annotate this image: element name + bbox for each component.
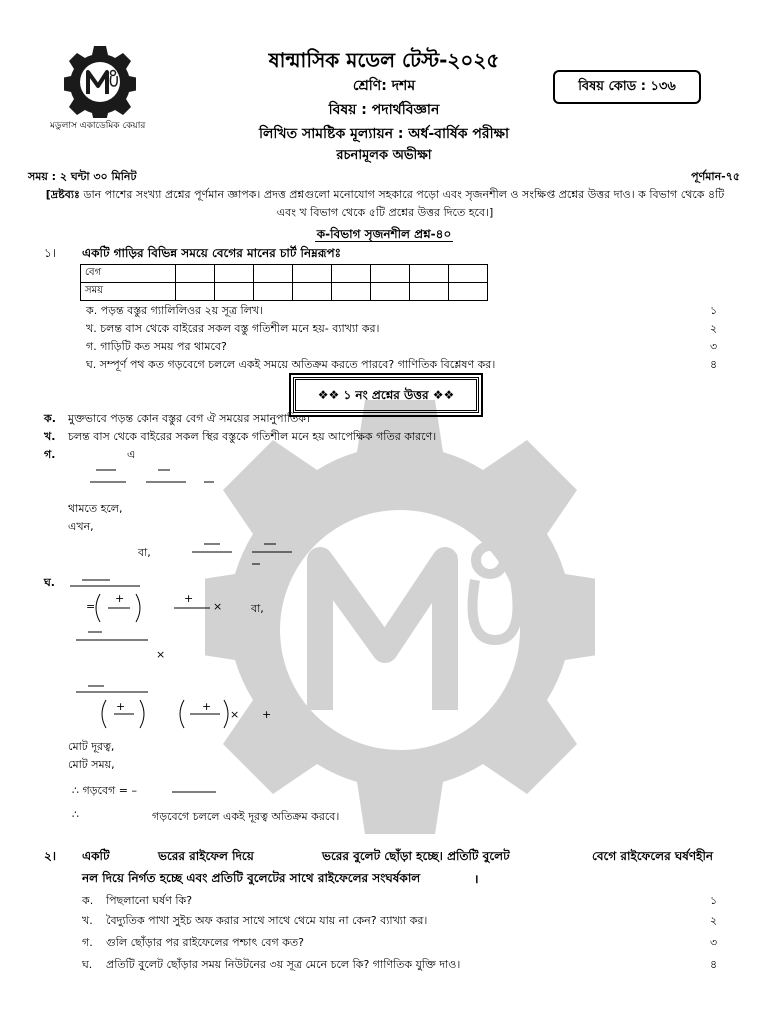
- q2-sub-gha-marks: ৪: [710, 958, 718, 971]
- gha-equals: =: [86, 600, 96, 613]
- gha-ba: বা,: [251, 602, 264, 615]
- logo-caption: মডুলাস একাডেমিক কেয়ার: [50, 121, 146, 131]
- watermark-gear-logo: [205, 400, 595, 860]
- instructions-label: দ্রষ্টব্যঃ: [50, 188, 80, 201]
- time-label: সময় : ২ ঘন্টা ৩০ মিনিট: [28, 170, 137, 183]
- gha-plus-1: +: [115, 592, 125, 605]
- q2-sub-gha: প্রতিটি বুলেট ছোঁড়ার সময় নিউটনের ৩য় সূত্র মেনে চলে কি? গাণিতিক যুক্তি দাও।: [106, 958, 461, 971]
- q1-stem: একটি গাড়ির বিভিন্ন সময়ে বেগের মানের চার্ট নিম্নরূপঃ: [82, 246, 342, 260]
- section-a-title: ক-বিভাগ সৃজনশীল প্রশ্ন-৪০: [316, 227, 452, 241]
- q2-stem-c: ভরের বুলেট ছোঁড়া হচ্ছে। প্রতিটি বুলেট: [322, 849, 510, 863]
- table-row: [81, 283, 488, 301]
- instructions-open-bracket: [: [45, 188, 51, 201]
- q2-stem-d: বেগে রাইফেলের ঘর্ষণহীন: [592, 849, 714, 863]
- avg-line: [172, 790, 222, 794]
- instructions-text: ডান পাশের সংখ্যা প্রশ্নের পূর্ণমান জ্ঞাপক। প্রদত্ত প্রশ্নগুলো মনোযোগ সহকারে পড়ো এবং সৃজনশীল ও সংক্ষিপ্ত প্রশ্নের উত্তর দাও। ক বিভাগ থেকে ৪টি এবং খ বিভাগ থেকে ৫টি প্রশ্নের উত্তর দিতে হবে।]: [83, 188, 725, 219]
- gha-fraction-2: [76, 626, 166, 646]
- ans-ga-label: গ.: [44, 448, 56, 461]
- gha-times-2: ×: [156, 648, 166, 661]
- q1-sub-ka: ক. পড়ন্ত বস্তুর গ্যালিলিওর ২য় সূত্র লিখ।: [86, 304, 264, 317]
- subject-code-box: বিষয় কোড : ১৩৬: [553, 70, 701, 104]
- q1-sub-ka-marks: ১: [710, 304, 718, 317]
- full-marks-label: পূর্ণমান-৭৫: [691, 170, 740, 183]
- gha-times-1: ×: [213, 600, 223, 613]
- q2-sub-ga-label: গ.: [82, 936, 93, 949]
- ans-total-distance: মোট দূরত্ব,: [68, 740, 115, 753]
- table-row: [81, 265, 488, 283]
- q2-sub-kha: বৈদ্যুতিক পাখা সুইচ অফ করার সাথে সাথে থেমে যায় না কেন? ব্যাখ্যা কর।: [106, 914, 428, 927]
- q2-number: ২।: [44, 849, 57, 863]
- ans-ga-e: এ: [127, 448, 136, 461]
- ans-stop: থামতে হলে,: [68, 502, 123, 515]
- ans-average-velocity: ∴ গড়বেগ = –: [72, 784, 138, 797]
- q1-sub-ga-marks: ৩: [710, 340, 718, 353]
- ans-therefore: ∴: [72, 808, 79, 821]
- speed-time-table: [80, 264, 488, 301]
- q2-sub-ga: গুলি ছোঁড়ার পর রাইফেলের পশ্চাৎ বেগ কত?: [106, 936, 304, 949]
- q1-sub-kha: খ. চলন্ত বাস থেকে বাইরের সকল বস্তু গতিশীল মনে হয়- ব্যাখ্যা কর।: [86, 322, 380, 335]
- ans-ka-label: ক.: [44, 412, 56, 425]
- ga-fraction-bars: [90, 462, 230, 492]
- ans-total-time: মোট সময়,: [68, 758, 115, 771]
- ans-conclusion: গড়বেগে চললে একই দূরত্ব অতিক্রম করবে।: [152, 810, 340, 823]
- class-label: শ্রেণি: দশম: [352, 78, 416, 94]
- ans-ba-1: বা,: [138, 546, 151, 559]
- q2-sub-gha-label: ঘ.: [82, 958, 93, 971]
- gha-plus-3: +: [116, 700, 126, 713]
- exam-name: লিখিত সামষ্টিক মূল্যায়ন : অর্ধ-বার্ষিক পরীক্ষা: [258, 126, 510, 142]
- table-row-label: বেগ: [81, 265, 176, 283]
- gha-fraction-3: [76, 680, 266, 734]
- ans-kha-label: খ.: [44, 430, 56, 443]
- gha-plus-2: +: [184, 592, 194, 605]
- q1-sub-gha: ঘ. সম্পূর্ণ পথ কত গড়বেগে চললে একই সময়ে অতিক্রম করতে পারবে? গাণিতিক বিশ্লেষণ কর।: [86, 358, 496, 371]
- gha-plus-5: +: [262, 708, 272, 721]
- gha-plus-4: +: [202, 700, 212, 713]
- q1-sub-kha-marks: ২: [710, 322, 718, 335]
- ans-ba-fractions: [190, 538, 300, 570]
- instructions: [40, 186, 730, 222]
- q2-sub-ga-marks: ৩: [710, 936, 718, 949]
- q2-sub-ka-label: ক.: [82, 894, 94, 907]
- q2-stem-b: ভরের রাইফেল দিয়ে: [158, 849, 254, 863]
- ans-kha-text: চলন্ত বাস থেকে বাইরের সকল স্থির বস্তুকে গতিশীল মনে হয় আপেক্ষিক গতির কারণে।: [68, 430, 437, 443]
- exam-title: ষান্মাসিক মডেল টেস্ট-২০২৫: [268, 48, 500, 72]
- q2-stem-line2-end: ।: [474, 872, 479, 886]
- q2-sub-ka-marks: ১: [710, 894, 718, 907]
- q1-sub-ga: গ. গাড়িটি কত সময় পর থামবে?: [86, 340, 227, 353]
- ans-now: এখন,: [68, 520, 94, 533]
- answer-1-heading: ❖❖ ১ নং প্রশ্নের উত্তর ❖❖: [293, 377, 479, 413]
- exam-type: রচনামূলক অভীক্ষা: [336, 148, 432, 163]
- ans-ka-text: মুক্তভাবে পড়ন্ত কোন বস্তুর বেগ ঐ সময়ের সমানুপাতিক।: [68, 412, 310, 425]
- q2-stem-a: একটি: [82, 849, 110, 863]
- ans-gha-label: ঘ.: [44, 576, 55, 589]
- q1-number: ১।: [44, 246, 57, 260]
- q2-sub-kha-marks: ২: [710, 914, 718, 927]
- q2-sub-ka: পিছলানো ঘর্ষণ কি?: [106, 894, 193, 907]
- gha-times-3: ×: [230, 708, 240, 721]
- table-row-label: সময়: [81, 283, 176, 301]
- q2-sub-kha-label: খ.: [82, 914, 93, 927]
- subject-label: বিষয় : পদার্থবিজ্ঞান: [328, 102, 440, 118]
- q1-sub-gha-marks: ৪: [710, 358, 718, 371]
- q2-stem-line2: নল দিয়ে নির্গত হচ্ছে এবং প্রতিটি বুলেটের সাথে রাইফেলের সংঘর্ষকাল: [82, 871, 421, 885]
